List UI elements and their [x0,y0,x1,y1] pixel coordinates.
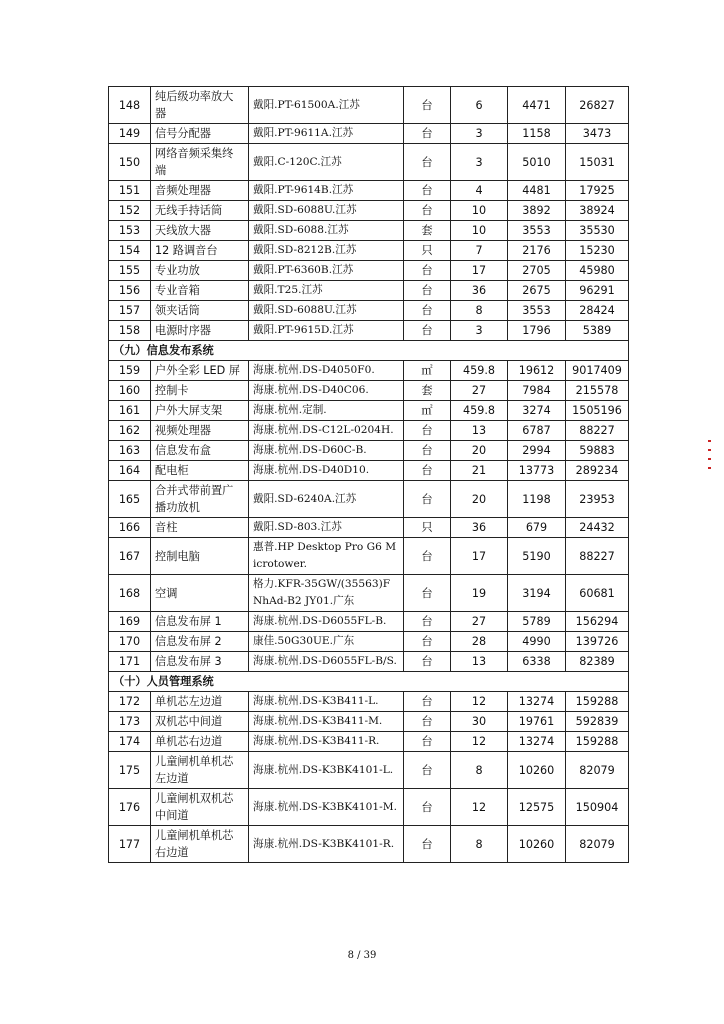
unit-price-cell: 1198 [508,481,566,518]
item-name-cell: 户外大屏支架 [151,401,249,421]
table-row [109,281,629,301]
table-row [109,612,629,632]
item-name-cell: 网络音频采集终端 [151,144,249,181]
item-name-cell: 户外全彩 LED 屏 [151,361,249,381]
item-name-cell: 儿童闸机单机芯右边道 [151,826,249,863]
unit-price-cell: 679 [508,518,566,538]
unit-price-cell: 19612 [508,361,566,381]
row-number-cell: 172 [109,692,151,712]
brand-model-cell: 戴阳.SD-8212B.江苏 [249,241,404,261]
brand-model-cell: 戴阳.SD-6240A.江苏 [249,481,404,518]
total-price-cell: 592839 [566,712,629,732]
quantity-cell: 8 [451,826,508,863]
row-number-cell: 155 [109,261,151,281]
table-row [109,789,629,826]
brand-model-cell: 惠普.HP Desktop Pro G6 Microtower. [249,538,404,575]
unit-cell: 台 [404,612,451,632]
unit-price-cell: 19761 [508,712,566,732]
edge-stamp-mark [708,440,714,476]
brand-model-cell: 戴阳.T25.江苏 [249,281,404,301]
row-number-cell: 159 [109,361,151,381]
brand-model-cell: 海康.杭州.DS-K3B411-L. [249,692,404,712]
row-number-cell: 158 [109,321,151,341]
table-row [109,692,629,712]
total-price-cell: 23953 [566,481,629,518]
table-row [109,381,629,401]
brand-model-cell: 海康.杭州.定制. [249,401,404,421]
section-title: （九）信息发布系统 [109,341,629,361]
unit-cell: 台 [404,712,451,732]
row-number-cell: 148 [109,87,151,124]
table-row [109,461,629,481]
row-number-cell: 167 [109,538,151,575]
unit-price-cell: 3892 [508,201,566,221]
unit-cell: 台 [404,201,451,221]
item-name-cell: 单机芯右边道 [151,732,249,752]
row-number-cell: 153 [109,221,151,241]
unit-cell: 台 [404,538,451,575]
unit-cell: 台 [404,826,451,863]
row-number-cell: 166 [109,518,151,538]
row-number-cell: 173 [109,712,151,732]
unit-price-cell: 2675 [508,281,566,301]
unit-price-cell: 2176 [508,241,566,261]
total-price-cell: 26827 [566,87,629,124]
unit-price-cell: 3553 [508,221,566,241]
brand-model-cell: 海康.杭州.DS-C12L-0204H. [249,421,404,441]
brand-model-cell: 海康.杭州.DS-D40C06. [249,381,404,401]
brand-model-cell: 海康.杭州.DS-K3BK4101-R. [249,826,404,863]
unit-cell: 台 [404,87,451,124]
unit-cell: 台 [404,632,451,652]
brand-model-cell: 戴阳.PT-9611A.江苏 [249,124,404,144]
brand-model-cell: 戴阳.PT-61500A.江苏 [249,87,404,124]
unit-cell: 台 [404,461,451,481]
unit-price-cell: 3194 [508,575,566,612]
row-number-cell: 171 [109,652,151,672]
total-price-cell: 60681 [566,575,629,612]
table-row [109,632,629,652]
total-price-cell: 17925 [566,181,629,201]
brand-model-cell: 海康.杭州.DS-D60C-B. [249,441,404,461]
total-price-cell: 159288 [566,692,629,712]
row-number-cell: 170 [109,632,151,652]
row-number-cell: 156 [109,281,151,301]
item-name-cell: 视频处理器 [151,421,249,441]
unit-cell: 台 [404,181,451,201]
quantity-cell: 4 [451,181,508,201]
total-price-cell: 82079 [566,752,629,789]
row-number-cell: 157 [109,301,151,321]
quantity-cell: 10 [451,221,508,241]
item-name-cell: 控制电脑 [151,538,249,575]
equipment-price-table-container [108,86,628,863]
unit-cell: 台 [404,281,451,301]
row-number-cell: 175 [109,752,151,789]
unit-cell: 台 [404,144,451,181]
item-name-cell: 单机芯左边道 [151,692,249,712]
row-number-cell: 154 [109,241,151,261]
total-price-cell: 82389 [566,652,629,672]
quantity-cell: 459.8 [451,401,508,421]
brand-model-cell: 戴阳.PT-9614B.江苏 [249,181,404,201]
unit-price-cell: 10260 [508,752,566,789]
table-row [109,301,629,321]
table-row [109,261,629,281]
table-row [109,826,629,863]
item-name-cell: 信号分配器 [151,124,249,144]
item-name-cell: 控制卡 [151,381,249,401]
unit-price-cell: 6787 [508,421,566,441]
unit-price-cell: 13274 [508,692,566,712]
unit-cell: 套 [404,381,451,401]
row-number-cell: 162 [109,421,151,441]
brand-model-cell: 海康.杭州.DS-D6055FL-B/S. [249,652,404,672]
unit-cell: 台 [404,421,451,441]
quantity-cell: 459.8 [451,361,508,381]
table-row [109,144,629,181]
table-row [109,712,629,732]
total-price-cell: 150904 [566,789,629,826]
unit-price-cell: 7984 [508,381,566,401]
section-title: （十）人员管理系统 [109,672,629,692]
total-price-cell: 59883 [566,441,629,461]
total-price-cell: 82079 [566,826,629,863]
unit-price-cell: 4990 [508,632,566,652]
unit-cell: 只 [404,518,451,538]
item-name-cell: 信息发布盒 [151,441,249,461]
brand-model-cell: 海康.杭州.DS-D40D10. [249,461,404,481]
total-price-cell: 28424 [566,301,629,321]
item-name-cell: 音柱 [151,518,249,538]
total-price-cell: 35530 [566,221,629,241]
unit-price-cell: 5010 [508,144,566,181]
unit-price-cell: 6338 [508,652,566,672]
quantity-cell: 36 [451,281,508,301]
brand-model-cell: 海康.杭州.DS-K3BK4101-L. [249,752,404,789]
table-row [109,752,629,789]
item-name-cell: 12 路调音台 [151,241,249,261]
quantity-cell: 17 [451,261,508,281]
unit-cell: 套 [404,221,451,241]
table-row [109,181,629,201]
quantity-cell: 6 [451,87,508,124]
brand-model-cell: 戴阳.SD-6088U.江苏 [249,201,404,221]
brand-model-cell: 戴阳.C-120C.江苏 [249,144,404,181]
brand-model-cell: 戴阳.PT-6360B.江苏 [249,261,404,281]
unit-cell: ㎡ [404,361,451,381]
item-name-cell: 空调 [151,575,249,612]
item-name-cell: 配电柜 [151,461,249,481]
unit-price-cell: 13773 [508,461,566,481]
table-row [109,201,629,221]
quantity-cell: 20 [451,481,508,518]
total-price-cell: 215578 [566,381,629,401]
unit-price-cell: 12575 [508,789,566,826]
row-number-cell: 176 [109,789,151,826]
item-name-cell: 无线手持话筒 [151,201,249,221]
quantity-cell: 3 [451,144,508,181]
row-number-cell: 164 [109,461,151,481]
quantity-cell: 13 [451,652,508,672]
total-price-cell: 9017409 [566,361,629,381]
quantity-cell: 3 [451,321,508,341]
unit-price-cell: 4481 [508,181,566,201]
brand-model-cell: 戴阳.PT-9615D.江苏 [249,321,404,341]
table-row [109,241,629,261]
unit-cell: 台 [404,301,451,321]
row-number-cell: 150 [109,144,151,181]
quantity-cell: 20 [451,441,508,461]
table-row [109,538,629,575]
unit-cell: 台 [404,261,451,281]
row-number-cell: 161 [109,401,151,421]
total-price-cell: 289234 [566,461,629,481]
row-number-cell: 151 [109,181,151,201]
unit-cell: 台 [404,789,451,826]
item-name-cell: 信息发布屏 3 [151,652,249,672]
quantity-cell: 27 [451,381,508,401]
brand-model-cell: 戴阳.SD-6088U.江苏 [249,301,404,321]
row-number-cell: 149 [109,124,151,144]
row-number-cell: 165 [109,481,151,518]
unit-price-cell: 1158 [508,124,566,144]
table-body [109,87,629,863]
quantity-cell: 30 [451,712,508,732]
brand-model-cell: 海康.杭州.DS-K3BK4101-M. [249,789,404,826]
unit-price-cell: 13274 [508,732,566,752]
quantity-cell: 8 [451,301,508,321]
quantity-cell: 13 [451,421,508,441]
item-name-cell: 专业功放 [151,261,249,281]
row-number-cell: 163 [109,441,151,461]
item-name-cell: 专业音箱 [151,281,249,301]
brand-model-cell: 康佳.50G30UE.广东 [249,632,404,652]
table-row [109,732,629,752]
unit-cell: ㎡ [404,401,451,421]
table-row [109,518,629,538]
item-name-cell: 音频处理器 [151,181,249,201]
row-number-cell: 174 [109,732,151,752]
total-price-cell: 45980 [566,261,629,281]
brand-model-cell: 海康.杭州.DS-D4050F0. [249,361,404,381]
total-price-cell: 88227 [566,538,629,575]
brand-model-cell: 海康.杭州.DS-K3B411-M. [249,712,404,732]
unit-price-cell: 3553 [508,301,566,321]
unit-price-cell: 4471 [508,87,566,124]
quantity-cell: 10 [451,201,508,221]
brand-model-cell: 海康.杭州.DS-K3B411-R. [249,732,404,752]
table-row [109,481,629,518]
table-row [109,421,629,441]
table-row [109,87,629,124]
quantity-cell: 27 [451,612,508,632]
unit-cell: 台 [404,124,451,144]
quantity-cell: 36 [451,518,508,538]
unit-cell: 只 [404,241,451,261]
unit-cell: 台 [404,752,451,789]
unit-cell: 台 [404,321,451,341]
total-price-cell: 24432 [566,518,629,538]
table-row [109,321,629,341]
quantity-cell: 7 [451,241,508,261]
table-row [109,221,629,241]
quantity-cell: 21 [451,461,508,481]
total-price-cell: 139726 [566,632,629,652]
total-price-cell: 96291 [566,281,629,301]
brand-model-cell: 格力.KFR-35GW/(35563)FNhAd-B2 JY01.广东 [249,575,404,612]
page-number: 8 / 39 [347,950,377,961]
item-name-cell: 双机芯中间道 [151,712,249,732]
unit-cell: 台 [404,732,451,752]
total-price-cell: 1505196 [566,401,629,421]
unit-cell: 台 [404,575,451,612]
brand-model-cell: 戴阳.SD-6088.江苏 [249,221,404,241]
item-name-cell: 电源时序器 [151,321,249,341]
quantity-cell: 8 [451,752,508,789]
table-row [109,575,629,612]
quantity-cell: 28 [451,632,508,652]
total-price-cell: 156294 [566,612,629,632]
quantity-cell: 19 [451,575,508,612]
brand-model-cell: 海康.杭州.DS-D6055FL-B. [249,612,404,632]
total-price-cell: 5389 [566,321,629,341]
item-name-cell: 纯后级功率放大器 [151,87,249,124]
item-name-cell: 信息发布屏 1 [151,612,249,632]
unit-price-cell: 2994 [508,441,566,461]
row-number-cell: 169 [109,612,151,632]
section-header-row [109,341,629,361]
unit-price-cell: 5789 [508,612,566,632]
item-name-cell: 儿童闸机单机芯左边道 [151,752,249,789]
table-row [109,441,629,461]
row-number-cell: 177 [109,826,151,863]
unit-cell: 台 [404,481,451,518]
item-name-cell: 儿童闸机双机芯中间道 [151,789,249,826]
quantity-cell: 12 [451,692,508,712]
total-price-cell: 88227 [566,421,629,441]
quantity-cell: 12 [451,789,508,826]
unit-price-cell: 5190 [508,538,566,575]
section-header-row [109,672,629,692]
table-row [109,361,629,381]
row-number-cell: 152 [109,201,151,221]
item-name-cell: 信息发布屏 2 [151,632,249,652]
table-row [109,401,629,421]
quantity-cell: 3 [451,124,508,144]
total-price-cell: 3473 [566,124,629,144]
total-price-cell: 15230 [566,241,629,261]
table-row [109,652,629,672]
item-name-cell: 天线放大器 [151,221,249,241]
row-number-cell: 168 [109,575,151,612]
table-row [109,124,629,144]
unit-price-cell: 1796 [508,321,566,341]
item-name-cell: 领夹话筒 [151,301,249,321]
quantity-cell: 12 [451,732,508,752]
total-price-cell: 159288 [566,732,629,752]
unit-cell: 台 [404,652,451,672]
item-name-cell: 合并式带前置广播功放机 [151,481,249,518]
quantity-cell: 17 [451,538,508,575]
unit-price-cell: 2705 [508,261,566,281]
equipment-price-table [108,86,629,863]
row-number-cell: 160 [109,381,151,401]
unit-cell: 台 [404,441,451,461]
unit-price-cell: 3274 [508,401,566,421]
brand-model-cell: 戴阳.SD-803.江苏 [249,518,404,538]
unit-cell: 台 [404,692,451,712]
total-price-cell: 15031 [566,144,629,181]
unit-price-cell: 10260 [508,826,566,863]
total-price-cell: 38924 [566,201,629,221]
